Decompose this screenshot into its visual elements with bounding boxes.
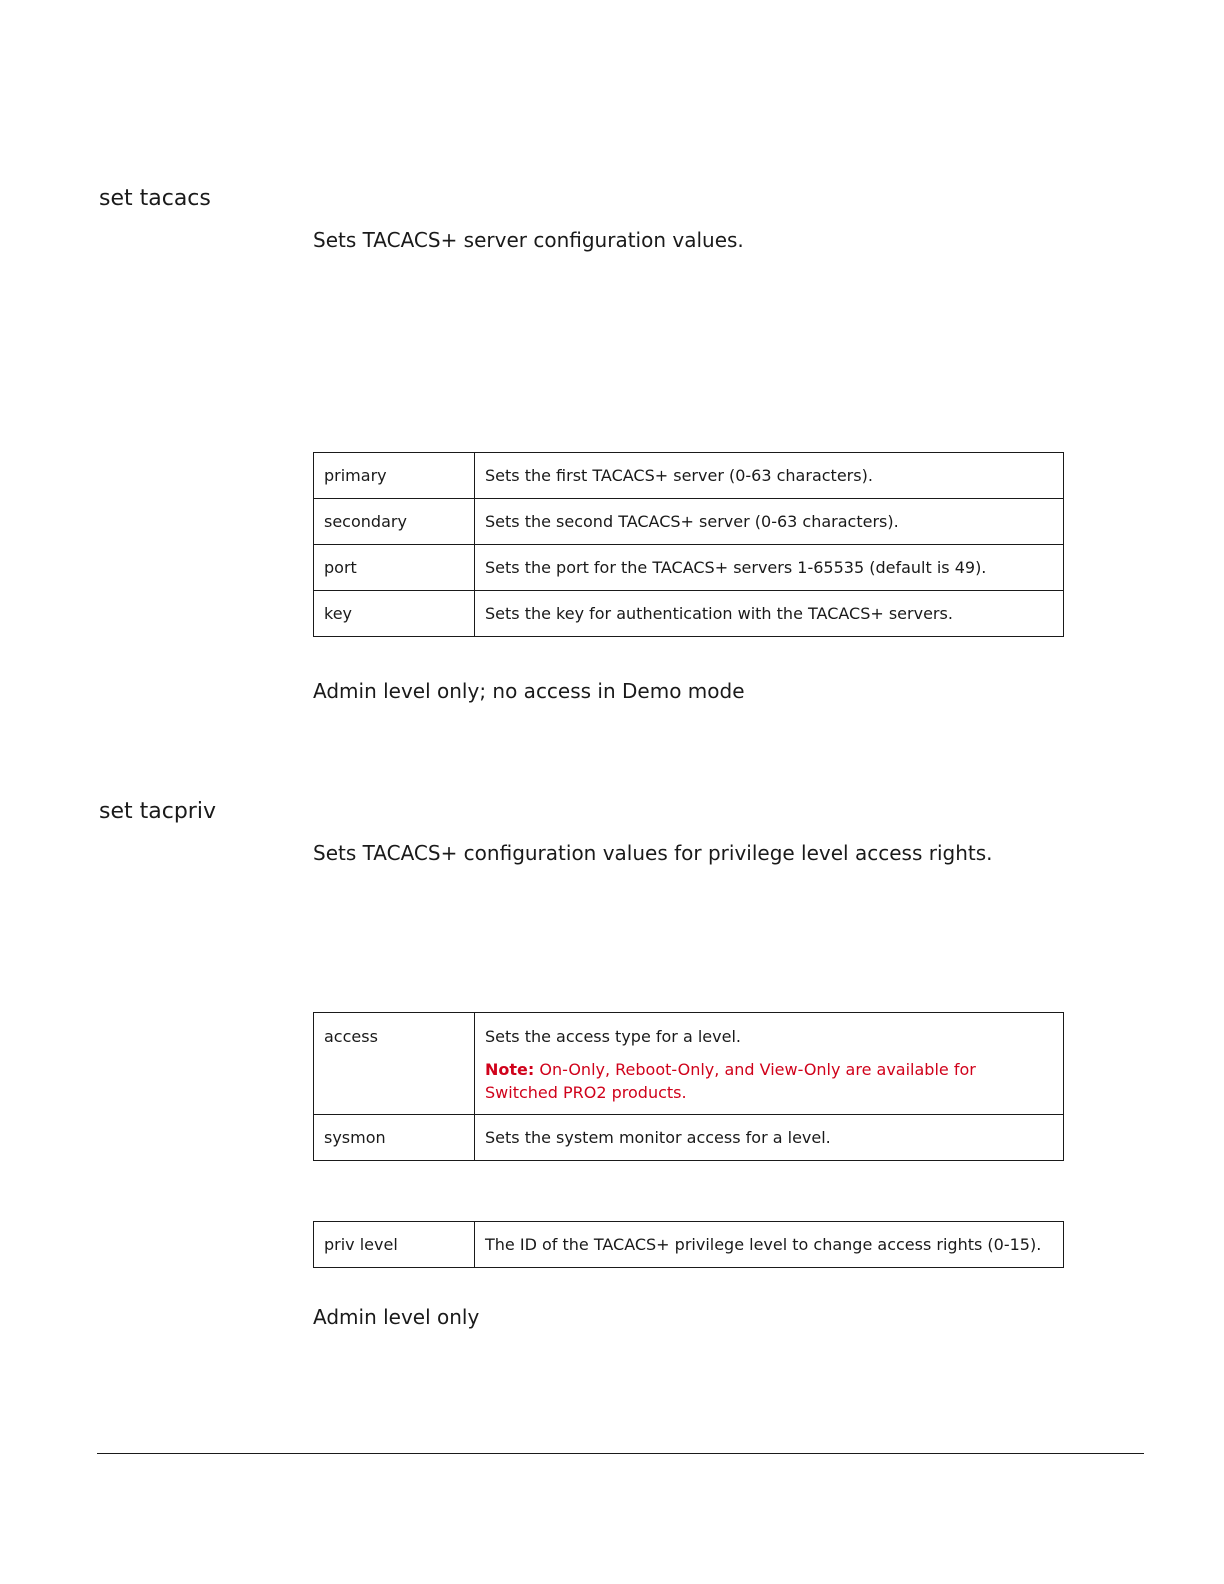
table-row [314, 1222, 1064, 1268]
footer-divider [97, 1453, 1144, 1454]
param-description: Sets the key for authentication with the TACACS+ servers. [475, 591, 1064, 637]
param-description: Sets the access type for a level. [485, 1027, 741, 1046]
access-note-set-tacacs: Admin level only; no access in Demo mode [313, 679, 745, 703]
param-name: access [314, 1013, 475, 1115]
param-description: Sets the port for the TACACS+ servers 1-65535 (default is 49). [475, 545, 1064, 591]
table-row [314, 1013, 1064, 1115]
param-description-cell [475, 1013, 1064, 1115]
section-description-set-tacacs: Sets TACACS+ server configuration values. [313, 228, 744, 252]
table-row [314, 453, 1064, 499]
parameters-table-set-tacacs [313, 452, 1064, 637]
param-name: port [314, 545, 475, 591]
section-title-set-tacacs: set tacacs [99, 186, 211, 211]
param-name: key [314, 591, 475, 637]
argument-name: priv level [314, 1222, 475, 1268]
param-name: secondary [314, 499, 475, 545]
note-label: Note: [485, 1060, 535, 1079]
parameters-table-set-tacpriv [313, 1012, 1064, 1161]
section-title-set-tacpriv: set tacpriv [99, 799, 216, 824]
param-name: sysmon [314, 1115, 475, 1161]
param-name: primary [314, 453, 475, 499]
param-description: Sets the first TACACS+ server (0-63 characters). [475, 453, 1064, 499]
note-text: On-Only, Reboot-Only, and View-Only are available for Switched PRO2 products. [485, 1060, 976, 1102]
arguments-table-set-tacpriv [313, 1221, 1064, 1268]
section-description-set-tacpriv: Sets TACACS+ configuration values for privilege level access rights. [313, 841, 993, 865]
param-description: Sets the second TACACS+ server (0-63 characters). [475, 499, 1064, 545]
table-row [314, 1115, 1064, 1161]
table-row [314, 545, 1064, 591]
note [485, 1058, 1053, 1104]
access-note-set-tacpriv: Admin level only [313, 1305, 480, 1329]
table-row [314, 499, 1064, 545]
argument-description: The ID of the TACACS+ privilege level to change access rights (0-15). [475, 1222, 1064, 1268]
param-description: Sets the system monitor access for a level. [475, 1115, 1064, 1161]
table-row [314, 591, 1064, 637]
